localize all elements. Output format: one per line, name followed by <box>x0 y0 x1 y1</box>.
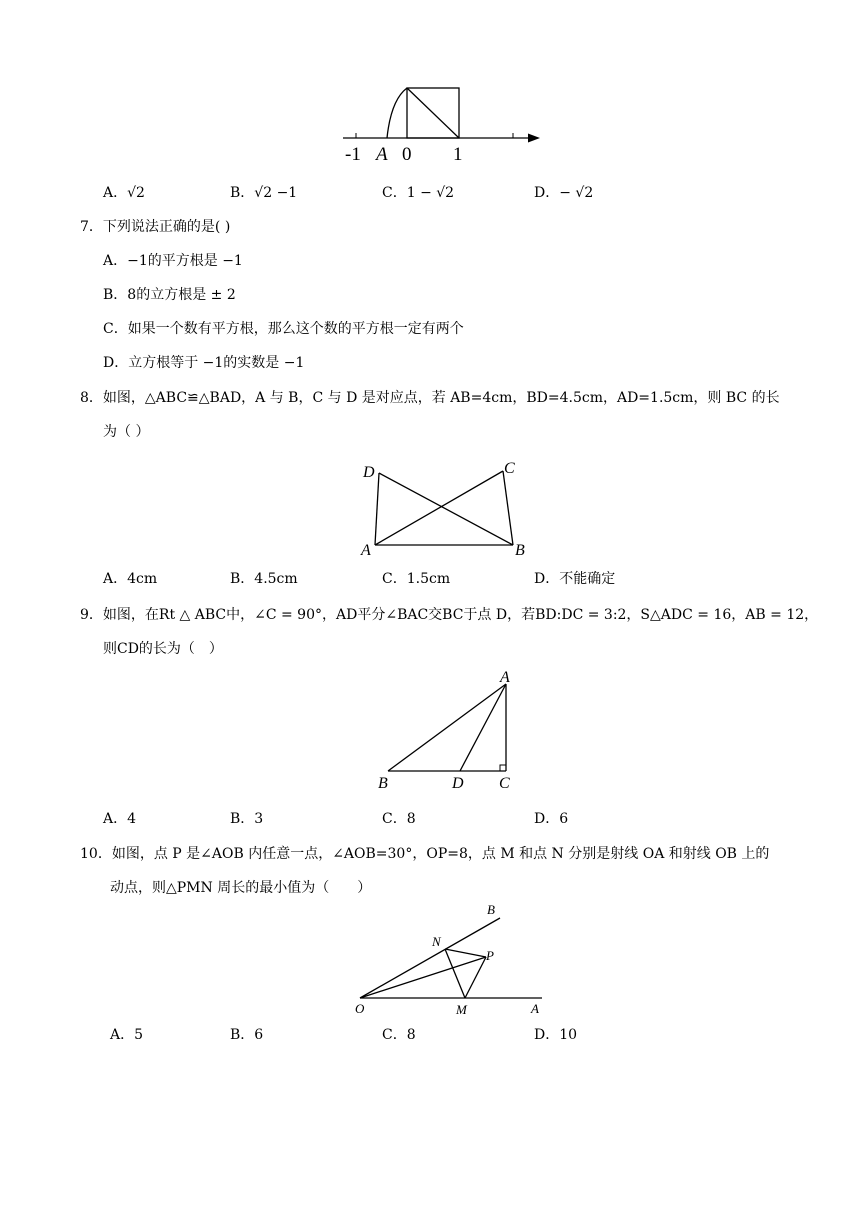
q8-option-d: D．不能确定 <box>534 571 616 587</box>
vertex-C: C <box>504 460 515 477</box>
label-one: 1 <box>453 144 463 165</box>
q9-option-c: C．8 <box>382 811 416 827</box>
point-P: P <box>486 948 494 963</box>
q8-stem-line1: 8．如图，△ABC≌△BAD，A 与 B，C 与 D 是对应点，若 AB=4cm，BD=4.5cm，AD=1.5cm，则 BC 的长 <box>80 390 780 406</box>
angle-aob-figure <box>350 900 550 1022</box>
q10-option-c: C．8 <box>382 1027 416 1043</box>
q9-option-d: D．6 <box>534 811 569 827</box>
q8-option-c: C．1.5cm <box>382 571 451 587</box>
q8-stem-line2: 为（ ） <box>103 424 150 440</box>
number-line-figure <box>335 80 550 170</box>
q9-stem-line1: 9．如图，在Rt △ ABC中，∠C = 90°，AD平分∠BAC交BC于点 D，若BD:DC = 3:2，S△ADC = 16，AB = 12， <box>80 607 819 623</box>
point-B: B <box>487 902 495 917</box>
ray-OB <box>360 918 500 998</box>
q9-stem-line2: 则CD的长为（ ） <box>103 641 223 657</box>
q10-option-b: B．6 <box>230 1027 264 1043</box>
right-triangle-figure <box>370 668 530 793</box>
point-O: O <box>355 1001 365 1016</box>
segment-OP <box>360 957 486 998</box>
vertex-A: A <box>500 669 510 686</box>
q9-option-a: A．4 <box>103 811 137 827</box>
vertex-A: A <box>361 542 371 559</box>
q7-option-a: A．−1的平方根是 −1 <box>103 253 243 269</box>
q10-stem-line2: 动点，则△PMN 周长的最小值为（ ） <box>110 880 372 896</box>
axis-arrow-icon <box>528 134 540 143</box>
vertex-B: B <box>378 775 388 792</box>
q7-option-d: D．立方根等于 −1的实数是 −1 <box>103 355 305 371</box>
vertex-B: B <box>515 542 525 559</box>
q7-stem: 7．下列说法正确的是( ) <box>80 219 231 235</box>
vertex-D: D <box>452 775 464 792</box>
q10-option-a: A．5 <box>110 1027 144 1043</box>
label-zero: 0 <box>402 144 412 165</box>
q6-option-a: A．√2 <box>103 185 145 201</box>
vertex-C: C <box>499 775 510 792</box>
point-A: A <box>531 1001 539 1016</box>
q7-option-c: C．如果一个数有平方根，那么这个数的平方根一定有两个 <box>103 321 464 337</box>
label-minus-one: -1 <box>345 144 361 165</box>
q9-option-b: B．3 <box>230 811 264 827</box>
congruent-triangles-figure <box>355 455 535 565</box>
q6-option-b: B．√2 −1 <box>230 185 298 201</box>
compass-arc <box>387 88 407 138</box>
point-M: M <box>456 1002 467 1017</box>
vertex-D: D <box>363 464 375 481</box>
q6-option-c: C．1 − √2 <box>382 185 455 201</box>
q7-option-b: B．8的立方根是 ± 2 <box>103 287 236 303</box>
right-angle-mark <box>500 765 506 771</box>
point-N: N <box>432 934 441 949</box>
q8-option-b: B．4.5cm <box>230 571 298 587</box>
q10-option-d: D．10 <box>534 1027 578 1043</box>
q8-option-a: A．4cm <box>103 571 158 587</box>
q6-option-d: D．− √2 <box>534 185 594 201</box>
label-A: A <box>376 144 388 165</box>
square-diagonal <box>407 88 459 138</box>
q10-stem-line1: 10．如图，点 P 是∠AOB 内任意一点，∠AOB=30°，OP=8，点 M 和点 N 分别是射线 OA 和射线 OB 上的 <box>80 846 770 862</box>
